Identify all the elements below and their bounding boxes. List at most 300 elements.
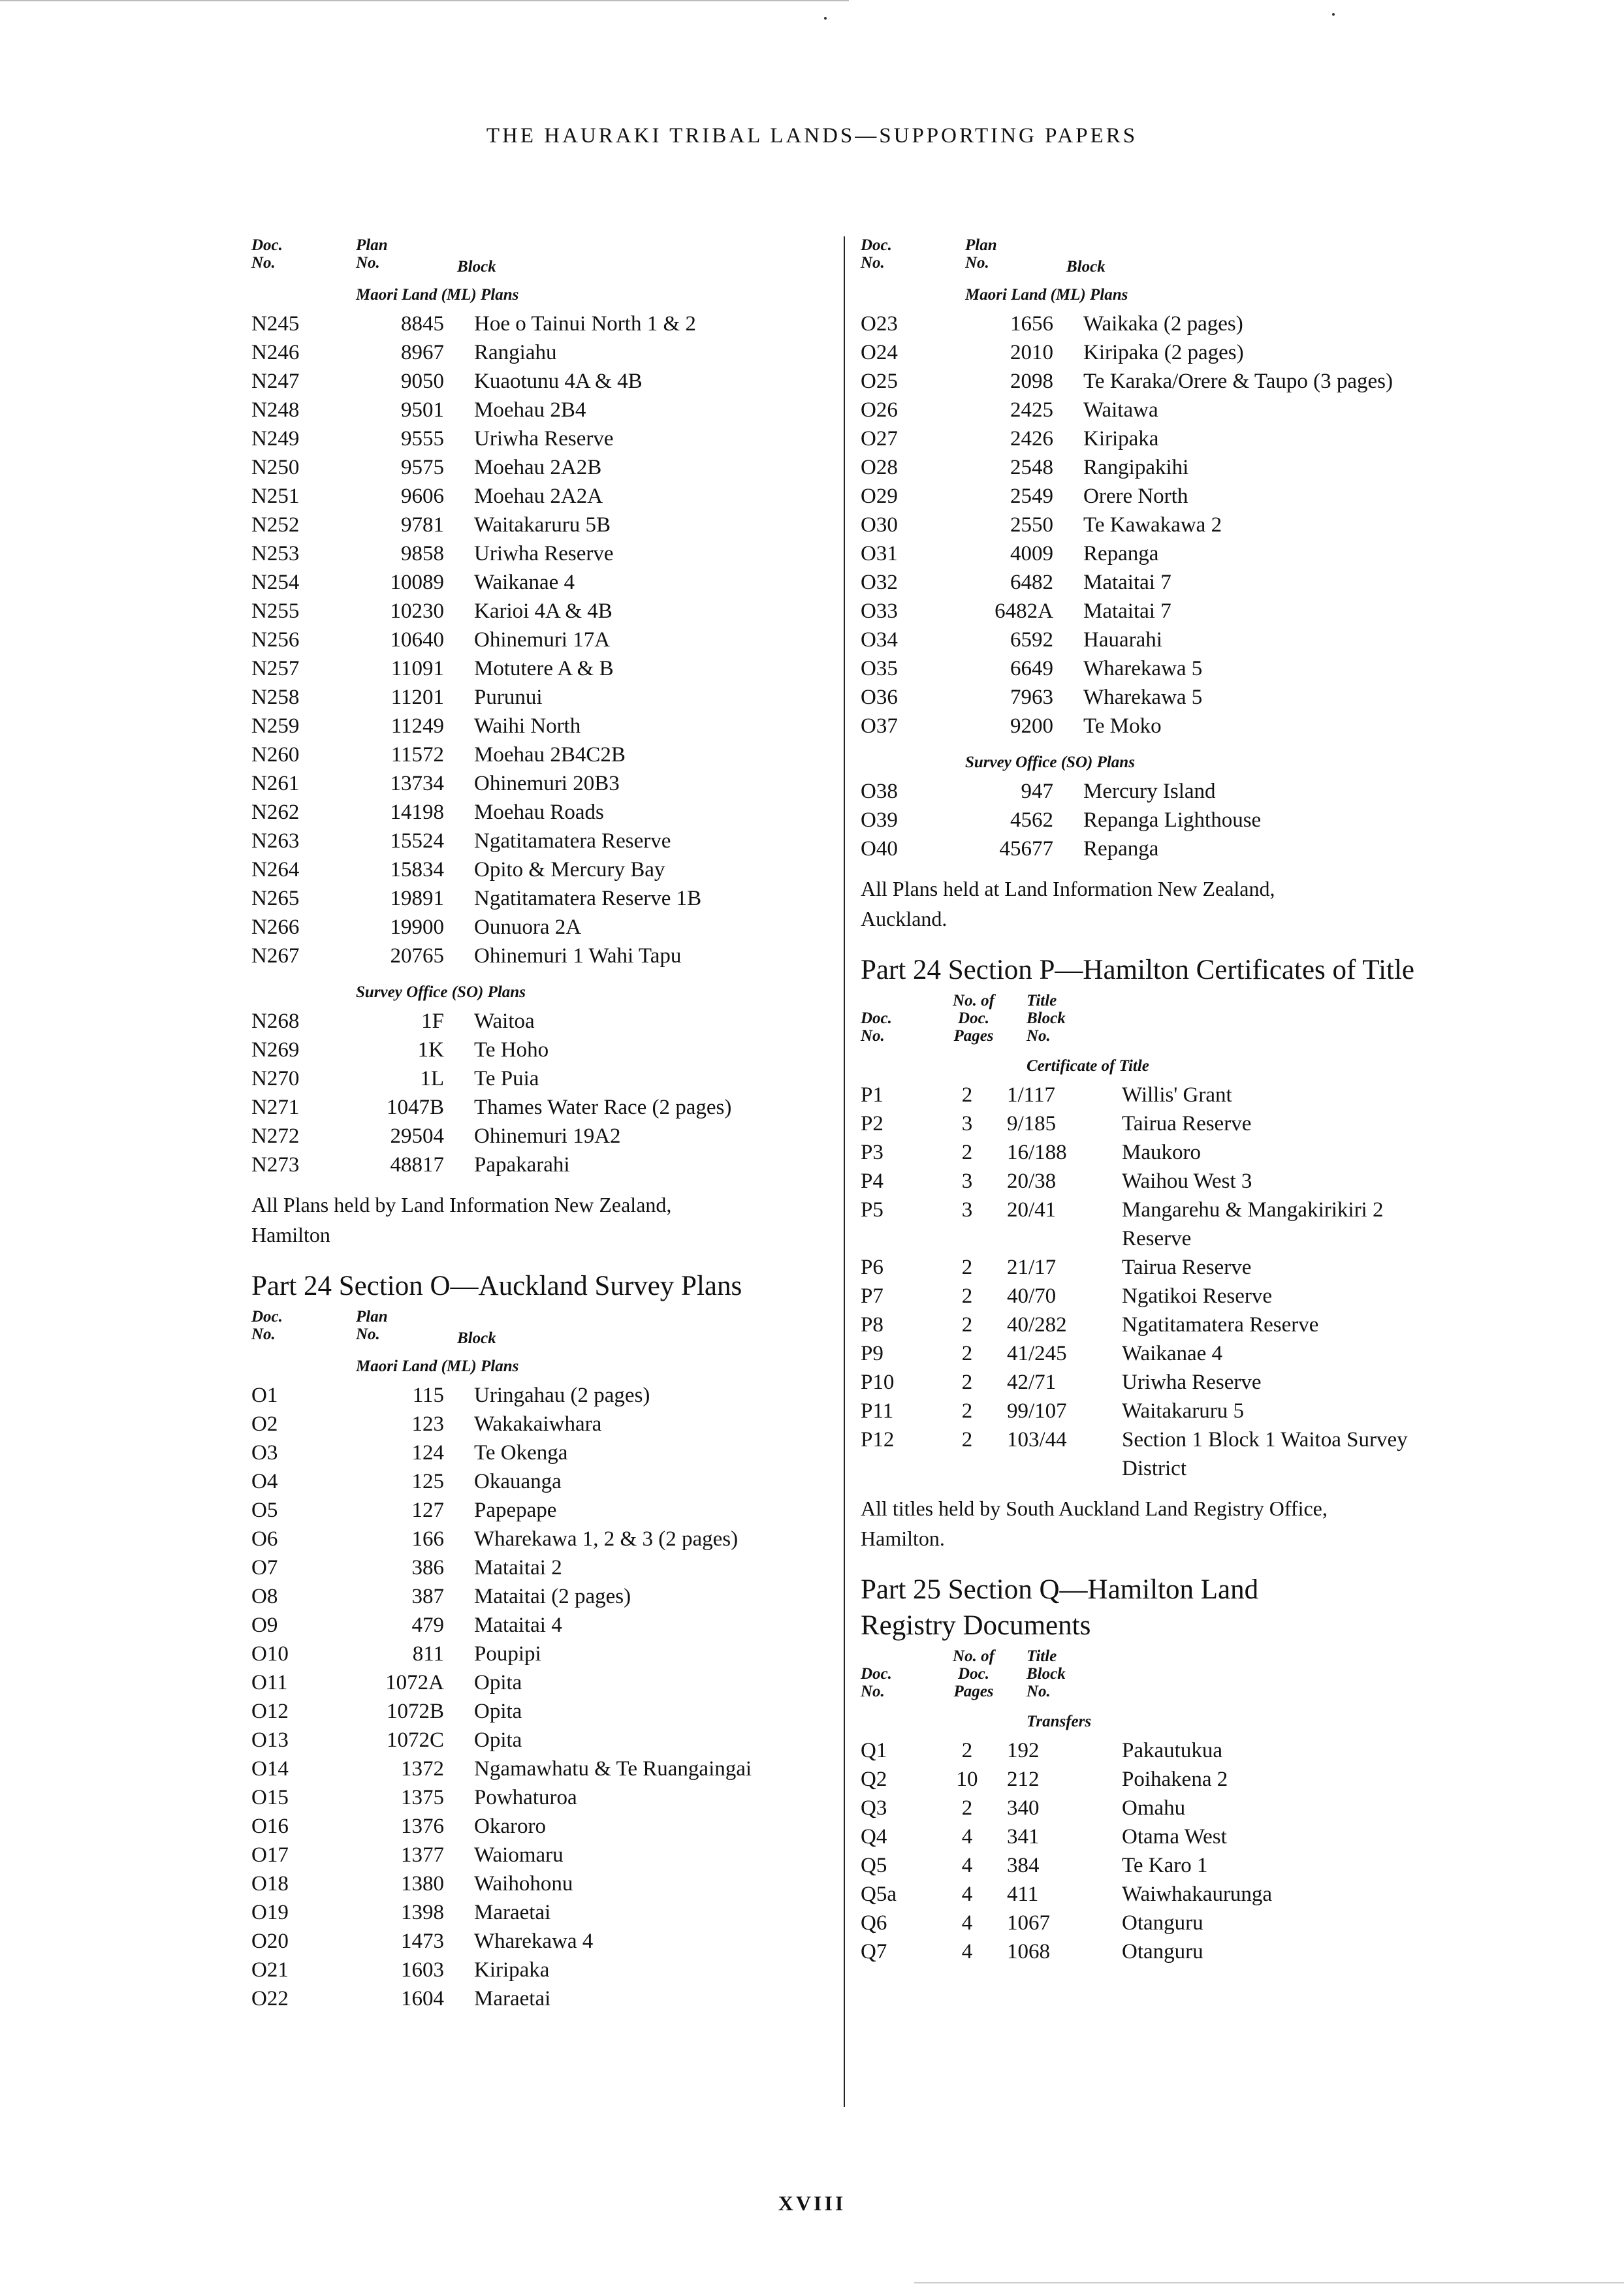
page-count: 4 [961,1854,973,1877]
doc-number: N258 [251,686,300,709]
page-count: 2 [961,1256,973,1279]
doc-number: O40 [861,837,898,861]
block-name: Te Hoho [474,1038,549,1062]
transfers-table [861,1736,1429,1966]
table-row [861,777,1261,806]
block-name: Te Karo 1 [1122,1854,1208,1877]
plan-number: 1473 [401,1930,444,1953]
holding-note: All Plans held by Land Information New Zealand, Hamilton [251,1193,672,1247]
block-name: Waiwhakaurunga [1122,1883,1273,1906]
title-number: 9/185 [1007,1112,1057,1136]
plan-number: 9501 [401,398,444,422]
table-row [861,568,1393,597]
plan-number: 14198 [390,801,444,824]
block-name: Opita [474,1671,522,1694]
plan-number: 9606 [401,485,444,508]
plan-number: 11572 [390,743,444,767]
doc-number: N247 [251,370,300,393]
plan-number: 1072C [386,1728,444,1752]
doc-number: O5 [251,1499,278,1522]
block-name: Te Kawakawa 2 [1083,513,1222,537]
doc-number: Q3 [861,1796,887,1820]
page-count: 10 [956,1768,978,1791]
section-title: Part 25 Section Q—Hamilton Land Registry Documents [861,1574,1259,1641]
doc-number: N248 [251,398,300,422]
page-count: 2 [961,1399,973,1423]
doc-header-2: No. [251,254,276,272]
block-name: Moehau Roads [474,801,604,824]
table-row [861,1397,1429,1425]
doc-number: N250 [251,456,300,479]
table-row [861,1880,1429,1909]
doc-number: O31 [861,542,898,565]
table-row [861,1109,1429,1138]
table-row [251,568,701,597]
doc-number: O25 [861,370,898,393]
block-name: Opita [474,1700,522,1723]
block-name: Te Okenga [474,1441,568,1465]
table-row [861,1765,1429,1794]
pages-header-3: Pages [953,1027,994,1045]
block-name: Rangiahu [474,341,557,364]
block-name: Omahu [1122,1796,1186,1820]
plan-number: 2426 [1010,427,1053,451]
doc-header-2: No. [251,1326,276,1343]
doc-header-1: Doc. [861,1009,892,1027]
block-name: Moehau 2B4 [474,398,586,422]
doc-number: N270 [251,1067,300,1090]
title-number: 40/70 [1007,1284,1057,1308]
doc-number: O24 [861,341,898,364]
block-name: Uringahau (2 pages) [474,1384,650,1407]
plan-number: 7963 [1010,686,1053,709]
doc-number: Q1 [861,1739,887,1762]
block-name: Hauarahi [1083,628,1162,652]
doc-number: P6 [861,1256,884,1279]
doc-number: N252 [251,513,300,537]
table-row [251,654,701,683]
table-row [861,1822,1429,1851]
block-name: Rangipakihi [1083,456,1189,479]
page-count: 2 [961,1796,973,1820]
block-name: Maraetai [474,1987,551,2010]
block-name: Mataitai 7 [1083,571,1171,594]
page-count: 2 [961,1371,973,1394]
table-row [861,1937,1429,1966]
block-name: Wharekawa 4 [474,1930,594,1953]
plan-number: 13734 [390,772,444,795]
title-number: 42/71 [1007,1371,1057,1394]
block-name: Wharekawa 5 [1083,686,1203,709]
doc-number: N251 [251,485,300,508]
table-row [251,539,701,568]
plans-table [251,310,701,970]
block-name: Okaroro [474,1815,546,1838]
subhead: Transfers [1027,1713,1092,1730]
doc-number: O27 [861,427,898,451]
page-count: 4 [961,1911,973,1935]
table-row [251,683,701,712]
block-name: Kuaotunu 4A & 4B [474,370,643,393]
plan-number: 11091 [390,657,444,680]
block-name: Hoe o Tainui North 1 & 2 [474,312,696,336]
plan-number: 4009 [1010,542,1053,565]
block-name: Okauanga [474,1470,562,1493]
doc-number: P5 [861,1198,884,1222]
table-row [251,1640,752,1668]
doc-number: P3 [861,1141,884,1164]
column-header [861,992,1448,1052]
block-name: Waitoa [474,1009,535,1033]
title-number: 1068 [1007,1940,1050,1963]
doc-number: P12 [861,1428,895,1452]
plan-number: 1380 [401,1872,444,1896]
plan-number: 1F [421,1009,444,1033]
table-row [251,367,701,396]
table-row [861,396,1393,424]
doc-header-2: No. [861,1683,885,1700]
table-row [861,511,1393,539]
table-row [861,1138,1429,1167]
column-header [251,1308,826,1352]
doc-header-1: Doc. [251,236,283,254]
plan-number: 2010 [1010,341,1053,364]
block-name: Papakarahi [474,1153,570,1177]
page-count: 2 [961,1428,973,1452]
doc-number: Q7 [861,1940,887,1963]
block-name: Ngatitamatera Reserve [474,829,671,853]
plan-number: 19900 [390,915,444,939]
plan-number: 1603 [401,1958,444,1982]
doc-number: O3 [251,1441,278,1465]
doc-number: O16 [251,1815,289,1838]
title-header-2: Block [1027,1009,1066,1027]
titles-table [861,1081,1429,1483]
table-row [251,1496,752,1525]
table-row [861,310,1393,338]
table-row [251,798,701,827]
plan-number: 9781 [401,513,444,537]
table-row [251,1927,752,1956]
block-name: Repanga [1083,837,1159,861]
plan-number: 811 [412,1642,444,1666]
doc-number: O6 [251,1527,278,1551]
block-name: Ounuora 2A [474,915,582,939]
plan-number: 6592 [1010,628,1053,652]
table-row [251,1525,752,1553]
plan-number: 2425 [1010,398,1053,422]
plan-number: 10089 [390,571,444,594]
doc-number: Q2 [861,1768,887,1791]
doc-number: N259 [251,714,300,738]
column-header [861,1647,1448,1708]
speck [1332,13,1335,16]
table-row [251,1668,752,1697]
table-row [251,1783,752,1812]
page-count: 3 [961,1169,973,1193]
block-name: Uriwha Reserve [1122,1371,1262,1394]
plan-number: 48817 [390,1153,444,1177]
doc-number: O13 [251,1728,289,1752]
plan-number: 29504 [390,1124,444,1148]
table-row [861,1196,1429,1253]
block-name: Repanga Lighthouse [1083,808,1262,832]
page-count: 2 [961,1739,973,1762]
block-name: Uriwha Reserve [474,427,614,451]
doc-number: N246 [251,341,300,364]
section-title: Part 24 Section P—Hamilton Certificates of Title [861,955,1414,985]
table-row [861,1081,1429,1109]
doc-header-1: Doc. [251,1308,283,1326]
plan-number: 2549 [1010,485,1053,508]
table-row [861,1368,1429,1397]
plan-number: 2548 [1010,456,1053,479]
plan-header-1: Plan [356,236,388,254]
doc-number: P10 [861,1371,895,1394]
block-name: Purunui [474,686,543,709]
subhead: Maori Land (ML) Plans [356,1358,519,1375]
plan-number: 166 [411,1527,444,1551]
doc-number: O33 [861,599,898,623]
table-row [251,913,701,942]
table-row [251,1064,731,1093]
title-number: 20/41 [1007,1198,1057,1222]
table-row [251,769,701,798]
plan-number: 947 [1021,780,1053,803]
table-row [861,539,1393,568]
plan-number: 8845 [401,312,444,336]
title-number: 21/17 [1007,1256,1057,1279]
block-name: Opito & Mercury Bay [474,858,665,882]
doc-number: O38 [861,780,898,803]
table-row [251,1611,752,1640]
plan-number: 127 [411,1499,444,1522]
page-count: 3 [961,1112,973,1136]
subhead: Survey Office (SO) Plans [965,754,1135,771]
left-column [251,236,826,2013]
doc-number: O18 [251,1872,289,1896]
block-name: Ngamawhatu & Te Ruangaingai [474,1757,752,1781]
plan-header-2: No. [356,1326,380,1343]
block-name: Motutere A & B [474,657,614,680]
title-number: 1067 [1007,1911,1050,1935]
block-name: Waitakaruru 5B [474,513,611,537]
plan-number: 1372 [401,1757,444,1781]
block-name: Ohinemuri 19A2 [474,1124,621,1148]
plan-number: 45677 [999,837,1053,861]
block-name: Section 1 Block 1 Waitoa Survey District [1122,1428,1408,1480]
doc-number: N261 [251,772,300,795]
plan-number: 15834 [390,858,444,882]
plans-table [251,1381,752,2013]
plan-number: 2550 [1010,513,1053,537]
plan-number: 1047B [386,1096,444,1119]
doc-number: N273 [251,1153,300,1177]
doc-number: O21 [251,1958,289,1982]
pages-header-2: Doc. [958,1665,989,1683]
block-name: Papepape [474,1499,557,1522]
plan-number: 2098 [1010,370,1053,393]
title-number: 192 [1007,1739,1040,1762]
table-row [251,1381,752,1410]
doc-number: Q4 [861,1825,887,1849]
doc-number: O26 [861,398,898,422]
title-number: 41/245 [1007,1342,1067,1365]
doc-number: O15 [251,1786,289,1809]
table-row [861,1909,1429,1937]
block-name: Uriwha Reserve [474,542,614,565]
block-name: Poupipi [474,1642,541,1666]
doc-number: O36 [861,686,898,709]
table-row [251,453,701,482]
doc-number: N265 [251,887,300,910]
plan-number: 9200 [1010,714,1053,738]
table-row [251,1697,752,1726]
doc-number: P9 [861,1342,884,1365]
block-header: Block [457,1329,496,1347]
table-row [861,683,1393,712]
table-row [251,1093,731,1122]
doc-number: N264 [251,858,300,882]
block-name: Wharekawa 5 [1083,657,1203,680]
block-name: Kiripaka [474,1958,550,1982]
page-count: 4 [961,1825,973,1849]
doc-number: O17 [251,1843,289,1867]
doc-header-1: Doc. [861,1665,892,1683]
plan-number: 6482A [995,599,1053,623]
table-row [861,626,1393,654]
top-rule [0,0,849,1]
table-row [251,310,701,338]
block-name: Powhaturoa [474,1786,577,1809]
plan-number: 8967 [401,341,444,364]
table-row [251,396,701,424]
doc-number: O30 [861,513,898,537]
page-count: 2 [961,1313,973,1337]
plan-number: 1072B [386,1700,444,1723]
block-name: Orere North [1083,485,1188,508]
doc-number: N271 [251,1096,300,1119]
holding-note: All titles held by South Auckland Land Registry Office, Hamilton. [861,1497,1328,1550]
doc-number: N255 [251,599,300,623]
plan-number: 15524 [390,829,444,853]
doc-number: O29 [861,485,898,508]
block-name: Kiripaka (2 pages) [1083,341,1244,364]
doc-number: P11 [861,1399,894,1423]
plan-number: 19891 [390,887,444,910]
doc-number: N266 [251,915,300,939]
block-name: Kiripaka [1083,427,1159,451]
subhead: Certificate of Title [1027,1057,1149,1075]
table-row [251,482,701,511]
doc-header-2: No. [861,254,885,272]
title-number: 411 [1007,1883,1039,1906]
table-row [861,1339,1429,1368]
plan-number: 125 [411,1470,444,1493]
block-name: Otama West [1122,1825,1227,1849]
doc-number: N262 [251,801,300,824]
doc-number: P2 [861,1112,884,1136]
block-name: Ohinemuri 17A [474,628,611,652]
table-row [861,806,1261,834]
block-name: Willis' Grant [1122,1083,1232,1107]
plan-number: 1376 [401,1815,444,1838]
block-name: Mataitai 2 [474,1556,562,1580]
plan-number: 10640 [390,628,444,652]
doc-number: O23 [861,312,898,336]
pages-header-2: Doc. [958,1009,989,1027]
plan-number: 1375 [401,1786,444,1809]
table-row [251,597,701,626]
block-name: Mataitai 7 [1083,599,1171,623]
plan-header-1: Plan [965,236,997,254]
table-row [861,1425,1429,1483]
block-header: Block [1066,258,1106,276]
title-header-1: Title [1027,1647,1057,1665]
doc-number: Q6 [861,1911,887,1935]
plan-number: 115 [412,1384,444,1407]
block-name: Waihi North [474,714,581,738]
pages-header-1: No. of [953,992,995,1009]
page-count: 4 [961,1883,973,1906]
page-count: 2 [961,1284,973,1308]
page-count: 2 [961,1342,973,1365]
plan-number: 124 [411,1441,444,1465]
doc-number: O37 [861,714,898,738]
table-row [861,1253,1429,1282]
doc-number: O7 [251,1556,278,1580]
title-number: 1/117 [1007,1083,1055,1107]
table-row [861,1167,1429,1196]
plan-header-2: No. [356,254,380,272]
plans-table [861,310,1393,740]
plan-number: 9050 [401,370,444,393]
plan-number: 10230 [390,599,444,623]
column-header [861,236,1448,281]
block-name: Maraetai [474,1901,551,1924]
bottom-rule [914,2282,1624,2283]
doc-number: O2 [251,1412,278,1436]
doc-number: O35 [861,657,898,680]
table-row [251,1726,752,1755]
plan-number: 1072A [385,1671,444,1694]
table-row [251,1755,752,1783]
block-name: Waihohonu [474,1872,573,1896]
table-row [251,855,701,884]
column-header [251,236,826,281]
plan-number: 11201 [390,686,444,709]
subhead: Survey Office (SO) Plans [356,983,526,1001]
table-row [251,1122,731,1151]
block-name: Thames Water Race (2 pages) [474,1096,732,1119]
doc-number: O11 [251,1671,288,1694]
doc-header-1: Doc. [861,236,892,254]
table-row [251,626,701,654]
doc-number: Q5 [861,1854,887,1877]
title-header-3: No. [1027,1027,1051,1045]
title-header-3: No. [1027,1683,1051,1700]
plans-table [861,777,1261,863]
block-name: Waikaka (2 pages) [1083,312,1243,336]
block-name: Waitawa [1083,398,1158,422]
block-name: Waikanae 4 [474,571,575,594]
doc-number: O12 [251,1700,289,1723]
table-row [861,1282,1429,1311]
plan-number: 386 [411,1556,444,1580]
plan-number: 1398 [401,1901,444,1924]
title-header-1: Title [1027,992,1057,1009]
doc-number: N257 [251,657,300,680]
